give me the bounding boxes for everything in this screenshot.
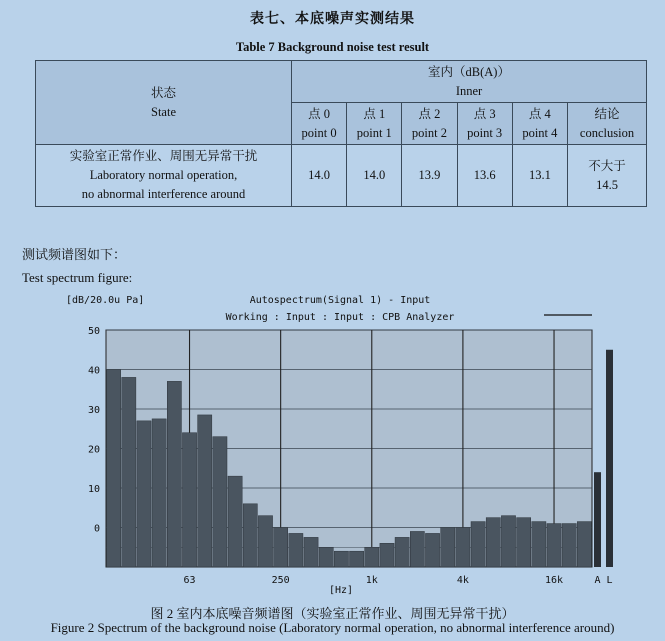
spectrum-bar: [410, 531, 424, 567]
x-tick-label: 16k: [545, 575, 564, 586]
spectrum-bar: [532, 522, 546, 567]
spectrum-bar: [501, 516, 515, 567]
spectrum-bar: [243, 504, 257, 567]
section-heading-cn: 测试频谱图如下：: [22, 247, 127, 262]
value-conclusion: 不大于 14.5: [568, 145, 647, 207]
section-heading-en: Test spectrum figure:: [22, 270, 133, 285]
summary-label: L: [606, 575, 613, 586]
x-tick-labels: [184, 575, 564, 586]
summary-bar: [606, 350, 613, 567]
spectrum-bar: [547, 524, 561, 567]
table-row: [36, 145, 647, 207]
spectrum-bar: [517, 518, 531, 567]
y-tick-label: 50: [87, 326, 100, 337]
spectrum-bar: [471, 522, 485, 567]
spectrum-bar: [304, 537, 318, 567]
spectrum-bar: [395, 537, 409, 567]
spectrum-bar: [577, 522, 591, 567]
spectrum-bar: [228, 476, 242, 567]
x-tick-label: 63: [183, 575, 196, 586]
table-title-cn: 表七、本底噪声实测结果: [250, 11, 415, 27]
spectrum-chart: [60, 287, 630, 607]
x-tick-label: 250: [271, 575, 290, 586]
value-point-1: 14.0: [347, 145, 402, 207]
summary-bars: [594, 350, 613, 586]
x-axis-label: [Hz]: [328, 585, 354, 596]
value-point-0: 14.0: [292, 145, 347, 207]
spectrum-bar: [122, 377, 136, 567]
spectrum-bar: [319, 547, 333, 567]
spectrum-bar: [258, 516, 272, 567]
y-tick-labels: [88, 326, 100, 535]
col-point-2: 点 2 point 2: [402, 103, 457, 145]
spectrum-bar: [486, 518, 500, 567]
y-tick-label: 0: [93, 523, 100, 535]
unit-label: [dB/20.0u Pa]: [66, 295, 145, 306]
spectrum-bar: [425, 533, 439, 567]
table-title-en: Table 7 Background noise test result: [235, 40, 430, 54]
y-tick-label: 20: [87, 444, 100, 456]
spectrum-bar: [137, 421, 151, 567]
figure-caption-cn: 图 2 室内本底噪音频谱图（实验室正常作业、周围无异常干扰）: [150, 606, 515, 621]
spectrum-bar: [167, 381, 181, 567]
col-point-0: 点 0 point 0: [292, 103, 347, 145]
spectrum-bar: [289, 533, 303, 567]
spectrum-bar: [107, 370, 121, 568]
spectrum-bar: [152, 419, 166, 567]
spectrum-bar: [274, 528, 288, 568]
figure-caption-en: Figure 2 Spectrum of the background noise (Laboratory normal operation, no abnormal interference around): [50, 620, 615, 635]
x-tick-label: 4k: [456, 575, 469, 586]
value-point-4: 13.1: [512, 145, 567, 207]
spectrum-bar: [456, 528, 470, 568]
value-point-2: 13.9: [402, 145, 457, 207]
y-tick-label: 30: [87, 405, 100, 416]
spectrum-bar: [182, 433, 196, 567]
spectrum-bar: [380, 543, 394, 567]
spectrum-bar: [441, 528, 455, 568]
row-state: 实验室正常作业、周围无异常干扰 Laboratory normal operation, no abnormal interference around: [36, 145, 292, 207]
spectrum-bar: [562, 524, 576, 567]
col-point-3: 点 3 point 3: [457, 103, 512, 145]
spectrum-bar: [334, 551, 348, 567]
chart-subtitle: Working : Input : Input : CPB Analyzer: [225, 312, 455, 323]
spectrum-bar: [198, 415, 212, 567]
summary-label: A: [594, 575, 601, 586]
result-table: [35, 60, 647, 207]
value-point-3: 13.6: [457, 145, 512, 207]
y-tick-label: 40: [87, 365, 100, 377]
x-tick-label: 1k: [365, 575, 378, 586]
col-conclusion: 结论 conclusion: [568, 103, 647, 145]
y-tick-label: 10: [87, 484, 100, 495]
spectrum-bar: [213, 437, 227, 567]
spectrum-bar: [350, 551, 364, 567]
state-header: 状态 State: [36, 61, 292, 145]
inner-header: 室内（dB(A)） Inner: [292, 61, 647, 103]
chart-title: Autospectrum(Signal 1) - Input: [249, 295, 431, 306]
spectrum-bar: [365, 547, 379, 567]
col-point-1: 点 1 point 1: [347, 103, 402, 145]
col-point-4: 点 4 point 4: [512, 103, 567, 145]
summary-bar: [594, 472, 601, 567]
